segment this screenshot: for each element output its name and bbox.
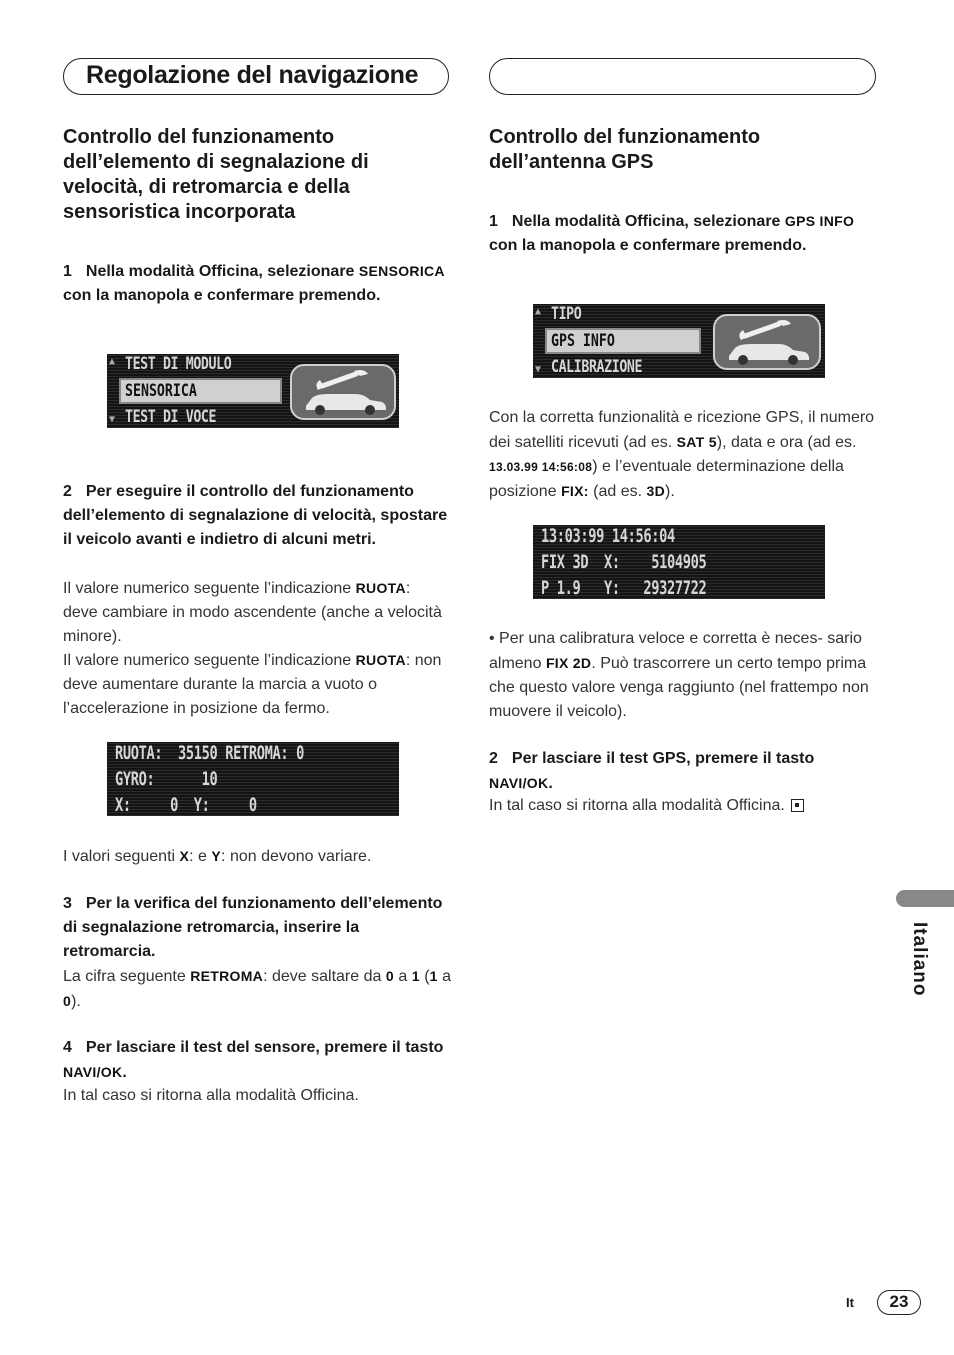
right-paragraph-gps: Con la corretta funzionalità e ricezione GPS, il numero dei satelliti ricevuti (ad es. SAT 5), data e ora (ad es. 13.03.99 14:56:08) e l’eventuale determinazione della posizione FIX: (ad es. 3D). (489, 409, 875, 500)
lcd-selected-item: SENSORICA (119, 378, 282, 404)
left-step-2: 2 Per eseguire il controllo del funzionamento dell’elemento di segnalazione di velocità, spostare il veicolo avanti e indietro di alcuni metri. (63, 483, 448, 548)
language-tab (896, 890, 954, 907)
wrench-car-icon (713, 314, 821, 370)
left-step-1: 1 Nella modalità Officina, selezionare SENSORICA con la manopola e confermare premendo. (63, 263, 445, 304)
right-heading: Controllo del funzionamento dell’antenna GPS (489, 126, 761, 173)
section-title-box (63, 58, 449, 95)
left-paragraph-retroma: La cifra seguente RETROMA: deve saltare da 0 a 1 (1 a 0). (63, 968, 452, 1010)
lcd-gps-position (533, 525, 825, 599)
up-arrow-icon: ▲ (109, 356, 116, 367)
lcd-row-1: TEST DI MODULO (125, 354, 232, 374)
down-arrow-icon: ▼ (535, 364, 542, 375)
lcd-row-3: TEST DI VOCE (125, 407, 217, 427)
left-heading: Controllo del funzionamento dell’elemento di segnalazione di velocità, di retromarcia e della sensoristica incorporata (63, 126, 369, 223)
end-mark-icon (791, 799, 804, 812)
left-paragraph-ruota-2: Il valore numerico seguente l’indicazione RUOTA: non deve aumentare durante la marcia a vuoto o l’accelerazione in posizione da fermo. (63, 652, 442, 717)
lcd-row-3: P 1.9 Y: 29327722 (541, 577, 707, 599)
wrench-car-icon (290, 364, 396, 420)
left-paragraph-return: In tal caso si ritorna alla modalità Officina. (63, 1087, 359, 1104)
right-bullet-calibration: • Per una calibratura veloce e corretta è neces- sario almeno FIX 2D. Può trascorrere un certo tempo prima che questo valore venga raggiunto (nel frattempo non muovere il veicolo). (489, 630, 869, 720)
lcd-sensorica-menu (107, 354, 399, 428)
lcd-row-3: CALIBRAZIONE (551, 357, 643, 377)
left-paragraph-xy: I valori seguenti X: e Y: non devono variare. (63, 848, 372, 865)
right-paragraph-return: In tal caso si ritorna alla modalità Officina. (489, 794, 875, 818)
lcd-gps-info-menu (533, 304, 825, 378)
lcd-row-1: RUOTA: 35150 RETROMA: 0 (115, 742, 305, 764)
left-step-3: 3 Per la verifica del funzionamento dell’elemento di segnalazione retromarcia, inserire la retromarcia. (63, 895, 443, 960)
right-step-1: 1 Nella modalità Officina, selezionare GPS INFO con la manopola e confermare premendo. (489, 213, 855, 254)
language-code: It (846, 1295, 854, 1310)
lcd-row-3: X: 0 Y: 0 (115, 794, 257, 816)
empty-title-box (489, 58, 876, 95)
page-title: Regolazione del navigazione (86, 61, 419, 89)
down-arrow-icon: ▼ (109, 414, 116, 425)
right-step-2: 2 Per lasciare il test GPS, premere il tasto NAVI/OK. (489, 750, 815, 792)
page-number: 23 (877, 1290, 921, 1315)
lcd-row-1: 13:03:99 14:56:04 (541, 525, 675, 547)
left-step-4: 4 Per lasciare il test del sensore, premere il tasto NAVI/OK. (63, 1039, 444, 1081)
lcd-row-1: TIPO (551, 304, 582, 324)
lcd-ruota-gyro (107, 742, 399, 816)
lcd-row-2: GYRO: 10 (115, 768, 218, 790)
lcd-row-2: FIX 3D X: 5104905 (541, 551, 707, 573)
language-label: Italiano (909, 922, 930, 997)
up-arrow-icon: ▲ (535, 306, 542, 317)
left-paragraph-ruota-1: Il valore numerico seguente l’indicazione RUOTA: deve cambiare in modo ascendente (anche a velocità minore). (63, 580, 442, 645)
lcd-selected-item: GPS INFO (545, 328, 701, 354)
